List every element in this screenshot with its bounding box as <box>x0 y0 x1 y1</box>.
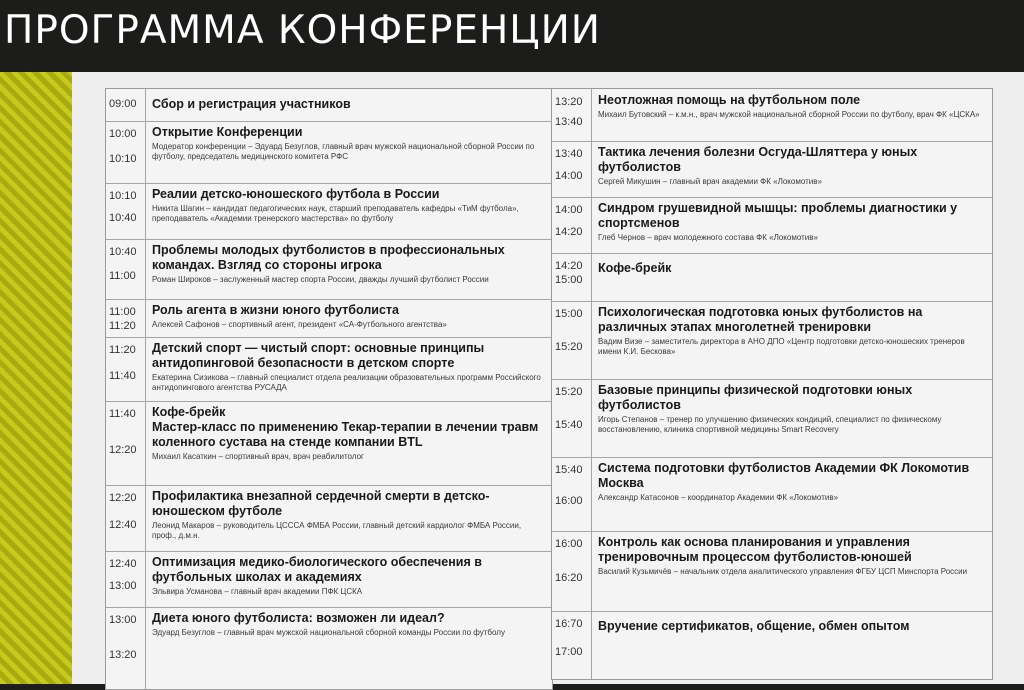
session-time <box>106 121 146 183</box>
session-speaker: Александр Катасонов – координатор Академии ФК «Локомотив» <box>598 493 839 502</box>
time-end: 15:40 <box>555 419 583 431</box>
session-details <box>152 125 546 162</box>
schedule-row <box>552 301 992 380</box>
schedule-row <box>552 611 992 679</box>
time-start: 16:70 <box>555 618 583 630</box>
session-details <box>598 383 986 435</box>
session-title: Вручение сертификатов, общение, обмен опытом <box>598 619 910 633</box>
session-time <box>552 531 592 611</box>
time-end: 15:00 <box>555 274 583 286</box>
session-title: Психологическая подготовка юных футболистов на различных этапах многолетней тренировки <box>598 305 923 334</box>
schedule-row <box>106 89 552 122</box>
session-title: Синдром грушевидной мышцы: проблемы диагностики у спортсменов <box>598 201 958 230</box>
session-details <box>152 243 546 285</box>
schedule-row <box>552 253 992 302</box>
time-start: 13:40 <box>555 148 583 160</box>
schedule-row <box>106 337 552 402</box>
time-end: 10:10 <box>109 153 137 165</box>
session-title: Роль агента в жизни юного футболиста <box>152 303 399 317</box>
time-start: 12:40 <box>109 558 137 570</box>
session-time <box>552 457 592 531</box>
session-details <box>598 201 986 243</box>
time-end: 17:00 <box>555 646 583 658</box>
time-end: 16:00 <box>555 495 583 507</box>
session-speaker: Роман Широков – заслуженный мастер спорта России, дважды лучший футболист России <box>152 275 489 284</box>
time-end: 13:40 <box>555 116 583 128</box>
session-speaker: Глеб Чернов – врач молодежного состава ФК «Локомотив» <box>598 233 818 242</box>
schedule-row <box>552 141 992 198</box>
session-speaker: Леонид Макаров – руководитель ЦСССА ФМБА России, главный детский кардиолог ФМБА России, проф., д.м.н. <box>152 521 522 540</box>
time-start: 15:20 <box>555 386 583 398</box>
session-speaker: Эдуард Безуглов – главный врач мужской национальной сборной команды России по футболу <box>152 628 505 637</box>
time-start: 10:00 <box>109 128 137 140</box>
session-title: Реалии детско-юношеского футбола в России <box>152 187 440 201</box>
session-title: Оптимизация медико-биологического обеспечения в футбольных школах и академиях <box>152 555 482 584</box>
time-end: 11:40 <box>109 370 136 382</box>
session-time <box>552 197 592 253</box>
session-details <box>152 405 546 462</box>
session-time <box>106 89 146 121</box>
session-details <box>598 145 986 187</box>
time-end: 11:00 <box>109 270 136 282</box>
session-title: Контроль как основа планирования и управления тренировочным процессом футболистов-юношей <box>598 535 912 564</box>
time-start: 12:20 <box>109 492 137 504</box>
time-start: 10:40 <box>109 246 137 258</box>
session-speaker: Эльвира Усманова – главный врач академии ПФК ЦСКА <box>152 587 363 596</box>
session-time <box>106 337 146 401</box>
schedule-row <box>106 239 552 300</box>
session-time <box>106 607 146 689</box>
schedule-row <box>106 299 552 338</box>
session-speaker: Сергей Микушин – главный врач академии ФК «Локомотив» <box>598 177 822 186</box>
time-end: 13:20 <box>109 649 137 661</box>
session-time <box>552 253 592 301</box>
session-details <box>598 261 986 276</box>
session-details <box>598 535 986 577</box>
session-speaker: Екатерина Сизикова – главный специалист отдела реализации образовательных программ Российского антидопингового агентства РУСАДА <box>152 373 541 392</box>
session-time <box>106 183 146 239</box>
session-title: Сбор и регистрация участников <box>152 97 351 111</box>
time-start: 11:20 <box>109 344 136 356</box>
time-start: 14:20 <box>555 260 583 272</box>
session-speaker: Василий Кузьмичёв – начальник отдела аналитического управления ФГБУ ЦСП Минспорта России <box>598 567 968 576</box>
session-details <box>152 97 546 112</box>
session-time <box>552 611 592 679</box>
time-end: 14:00 <box>555 170 583 182</box>
time-end: 12:40 <box>109 519 137 531</box>
schedule-row <box>106 551 552 608</box>
time-end: 16:20 <box>555 572 583 584</box>
schedule-board <box>72 72 1024 684</box>
session-title: Профилактика внезапной сердечной смерти в детско-юношеском футболе <box>152 489 490 518</box>
session-title: Кофе-брейк <box>598 261 672 275</box>
time-end: 15:20 <box>555 341 583 353</box>
schedule-row <box>106 485 552 552</box>
session-title: Базовые принципы физической подготовки юных футболистов <box>598 383 913 412</box>
session-time <box>106 299 146 337</box>
session-title: Система подготовки футболистов Академии ФК Локомотив Москва <box>598 461 970 490</box>
time-start: 16:00 <box>555 538 583 550</box>
session-title: Кофе-брейк Мастер-класс по применению Текар-терапии в лечении травм коленного сустава на стенде компании BTL <box>152 405 539 449</box>
session-details <box>598 305 986 357</box>
schedule-row <box>552 89 992 142</box>
schedule-row <box>106 121 552 184</box>
session-time <box>552 379 592 457</box>
time-end: 14:20 <box>555 226 583 238</box>
session-title: Проблемы молодых футболистов в профессиональных командах. Взгляд со стороны игрока <box>152 243 505 272</box>
time-start: 09:00 <box>109 98 137 110</box>
session-details <box>152 303 546 330</box>
time-start: 11:00 <box>109 306 136 318</box>
schedule-row <box>552 379 992 458</box>
session-time <box>552 141 592 197</box>
session-speaker: Михаил Касаткин – спортивный врач, врач реабилитолог <box>152 452 364 461</box>
page-title: ПРОГРАММА КОНФЕРЕНЦИИ <box>4 8 601 53</box>
time-end: 11:20 <box>109 320 136 332</box>
decorative-stripe <box>0 72 72 684</box>
session-details <box>598 461 986 503</box>
session-speaker: Никита Шагин – кандидат педагогических наук, старший преподаватель кафедры «ТиМ футбола», преподаватель «Академии тренерского мастерства» по футболу <box>152 204 519 223</box>
schedule-row <box>552 457 992 532</box>
time-end: 10:40 <box>109 212 137 224</box>
schedule-row <box>106 607 552 689</box>
time-end: 13:00 <box>109 580 137 592</box>
session-time <box>106 485 146 551</box>
session-time <box>106 551 146 607</box>
session-speaker: Алексей Сафонов – спортивный агент, президент «СА-Футбольного агентства» <box>152 320 447 329</box>
session-time <box>552 89 592 141</box>
session-details <box>152 341 546 393</box>
session-details <box>152 187 546 224</box>
time-start: 11:40 <box>109 408 136 420</box>
session-title: Тактика лечения болезни Осгуда-Шляттера у юных футболистов <box>598 145 918 174</box>
session-title: Диета юного футболиста: возможен ли идеал? <box>152 611 445 625</box>
time-start: 13:00 <box>109 614 137 626</box>
time-start: 15:40 <box>555 464 583 476</box>
session-details <box>152 611 546 638</box>
session-title: Открытие Конференции <box>152 125 303 139</box>
schedule-row <box>552 197 992 254</box>
time-end: 12:20 <box>109 444 137 456</box>
session-speaker: Вадим Визе – заместитель директора в АНО ДПО «Центр подготовки детско-юношеских тренеров имени К.И. Бескова» <box>598 337 965 356</box>
session-details <box>598 619 986 634</box>
session-speaker: Игорь Степанов – тренер по улучшению физических кондиций, специалист по физическому восстановлению, клиника спортивной медицины Smart Recovery <box>598 415 942 434</box>
session-details <box>598 93 986 120</box>
schedule-column-right <box>551 88 993 680</box>
session-speaker: Михаил Бутовский – к.м.н., врач мужской национальной сборной России по футболу, врач ФК «ЦСКА» <box>598 110 980 119</box>
session-time <box>106 239 146 299</box>
schedule-row <box>106 401 552 486</box>
session-details <box>152 555 546 597</box>
time-start: 14:00 <box>555 204 583 216</box>
session-speaker: Модератор конференции – Эдуард Безуглов, главный врач мужской национальной сборной России по футболу, председатель медицинского комитета РФС <box>152 142 535 161</box>
session-details <box>152 489 546 541</box>
time-start: 15:00 <box>555 308 583 320</box>
session-title: Неотложная помощь на футбольном поле <box>598 93 861 107</box>
schedule-row <box>552 531 992 612</box>
schedule-row <box>106 183 552 240</box>
time-start: 10:10 <box>109 190 137 202</box>
session-time <box>106 401 146 485</box>
session-title: Детский спорт — чистый спорт: основные принципы антидопинговой безопасности в детском спорте <box>152 341 485 370</box>
session-time <box>552 301 592 379</box>
header-bar <box>0 0 1024 72</box>
time-start: 13:20 <box>555 96 583 108</box>
schedule-column-left <box>105 88 553 690</box>
